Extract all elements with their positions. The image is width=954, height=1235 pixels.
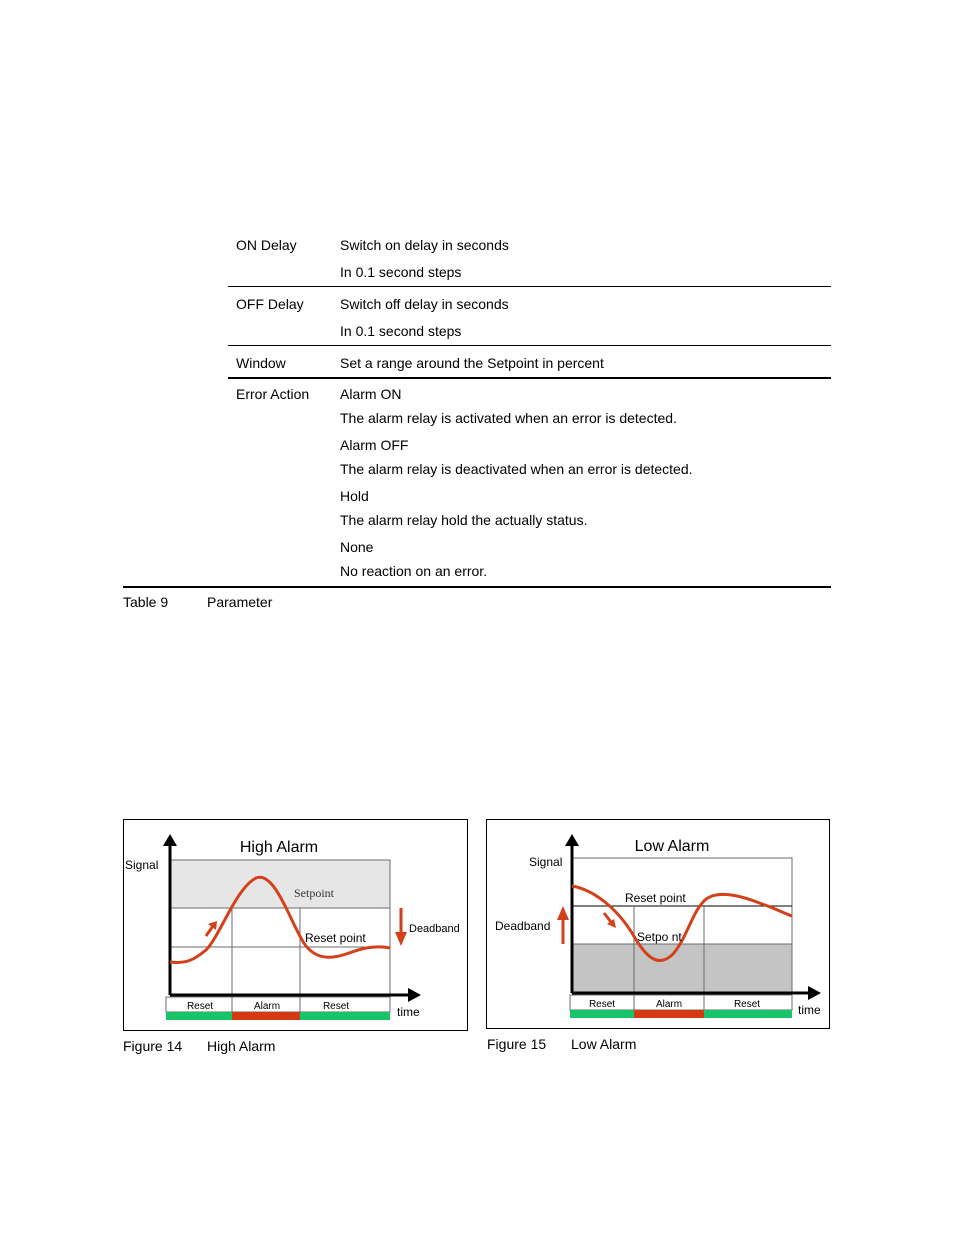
caption-text: Parameter	[207, 594, 273, 610]
param-desc-line: In 0.1 second steps	[340, 323, 462, 339]
reset-state-bar	[704, 1010, 792, 1018]
param-name: OFF Delay	[236, 296, 304, 312]
param-desc-line: Switch on delay in seconds	[340, 237, 509, 253]
error-action-title: Alarm OFF	[340, 437, 409, 453]
reset-point-label: Reset point	[625, 891, 686, 905]
parameter-table	[228, 232, 831, 583]
reset-state-bar	[300, 1012, 390, 1020]
error-action-desc: The alarm relay is deactivated when an error is detected.	[340, 461, 693, 477]
error-action-desc: The alarm relay hold the actually status.	[340, 512, 588, 528]
table-row	[228, 379, 831, 583]
low-alarm-diagram	[487, 820, 829, 1028]
table-bottom-rule	[123, 586, 831, 588]
signal-label: Signal	[125, 858, 159, 872]
param-name: Window	[236, 355, 286, 371]
error-action-title: Hold	[340, 488, 369, 504]
table-row	[228, 346, 831, 379]
param-desc-line: Set a range around the Setpoint in percent	[340, 355, 604, 371]
state-label: Alarm	[253, 1001, 281, 1012]
setpoint-band	[572, 944, 792, 993]
caption-number: Figure 15	[487, 1036, 547, 1052]
alarm-state-bar	[232, 1012, 300, 1020]
table-caption	[123, 594, 272, 610]
figure-caption	[487, 1036, 636, 1052]
figure-title: High Alarm	[239, 839, 319, 856]
reset-point-label: Reset point	[305, 931, 366, 945]
error-action-desc: No reaction on an error.	[340, 563, 488, 579]
setpoint-label: Setpoint	[294, 886, 335, 900]
state-label: Reset	[322, 1001, 350, 1012]
reset-state-bar	[166, 1012, 232, 1020]
deadband-arrow-icon	[557, 906, 569, 920]
figure-caption	[123, 1038, 275, 1054]
param-desc-line: Switch off delay in seconds	[340, 296, 509, 312]
reset-state-bar	[570, 1010, 634, 1018]
caption-text: High Alarm	[207, 1038, 276, 1054]
state-label: Reset	[186, 1001, 214, 1012]
param-name: ON Delay	[236, 237, 297, 253]
high-alarm-diagram	[124, 820, 467, 1030]
caption-number: Figure 14	[123, 1038, 183, 1054]
caption-text: Low Alarm	[571, 1036, 637, 1052]
param-desc-line: In 0.1 second steps	[340, 264, 462, 280]
state-label: Reset	[588, 999, 616, 1010]
figure-title: Low Alarm	[634, 838, 710, 855]
deadband-label: Deadband	[495, 919, 551, 933]
time-axis-arrow-icon	[408, 988, 421, 1002]
low-alarm-figure	[486, 819, 830, 1029]
deadband-arrow-icon	[395, 932, 407, 946]
error-action-title: None	[340, 539, 374, 555]
setpoint-label: Setpo nt	[637, 930, 682, 944]
time-label: time	[798, 1003, 821, 1017]
time-axis-arrow-icon	[808, 986, 821, 1000]
error-action-title: Alarm ON	[340, 386, 402, 402]
param-name: Error Action	[236, 386, 310, 402]
table-row	[228, 232, 831, 287]
caption-number: Table 9	[123, 594, 169, 610]
error-action-desc: The alarm relay is activated when an error is detected.	[340, 410, 677, 426]
state-label: Alarm	[655, 999, 683, 1010]
signal-label: Signal	[529, 855, 563, 869]
table-row	[228, 291, 831, 346]
state-label: Reset	[733, 999, 761, 1010]
signal-axis-arrow-icon	[565, 834, 579, 846]
deadband-label: Deadband	[409, 923, 460, 935]
time-label: time	[397, 1005, 420, 1019]
setpoint-band	[170, 860, 390, 908]
signal-axis-arrow-icon	[163, 834, 177, 846]
alarm-state-bar	[634, 1010, 704, 1018]
high-alarm-figure	[123, 819, 468, 1031]
